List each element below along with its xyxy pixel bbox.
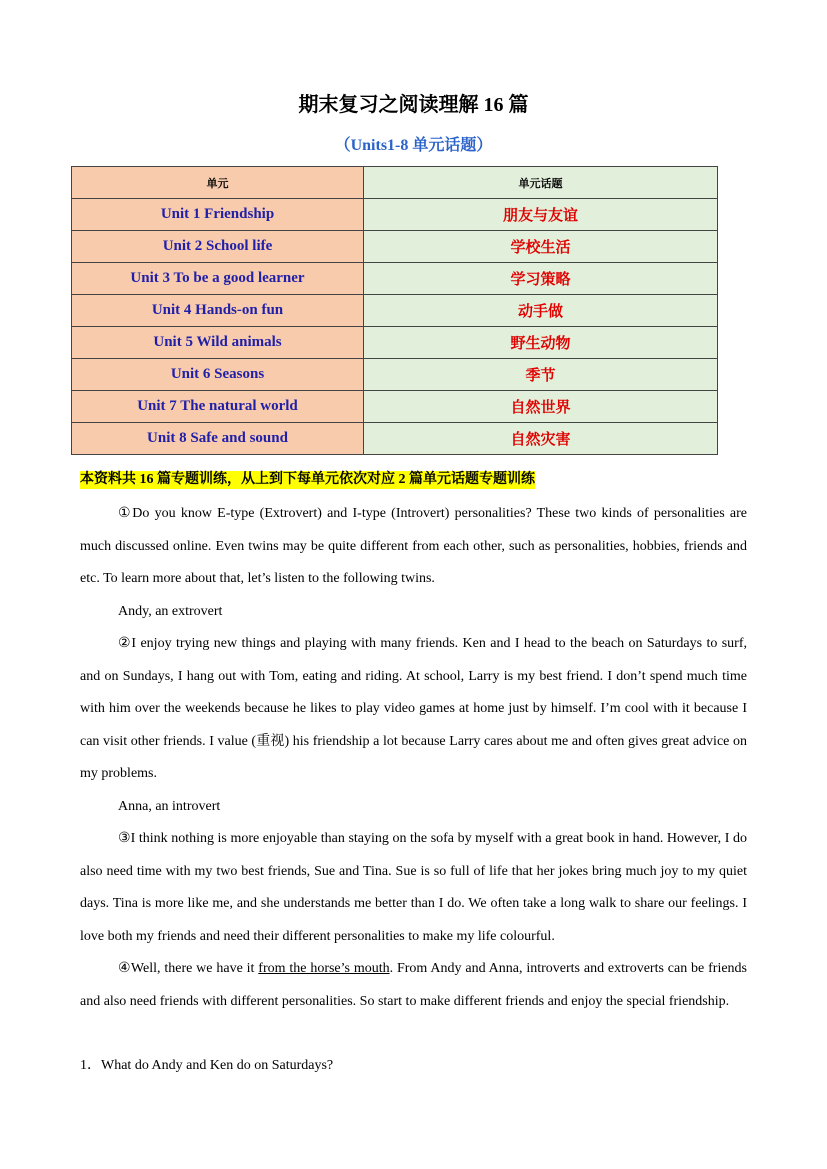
topic-cell: 学校生活 <box>364 231 718 263</box>
unit-cell: Unit 7 The natural world <box>72 391 364 423</box>
speaker-andy: Andy, an extrovert <box>118 604 223 619</box>
table-row <box>72 327 718 359</box>
document-subtitle: （Units1-8 单元话题） <box>334 137 493 154</box>
header-topic: 单元话题 <box>364 167 718 199</box>
unit-cell: Unit 2 School life <box>72 231 364 263</box>
unit-cell: Unit 6 Seasons <box>72 359 364 391</box>
question-1: 1．What do Andy and Ken do on Saturdays? <box>80 1058 334 1073</box>
paragraph-2: ②I enjoy trying new things and playing with many friends. Ken and I head to the beach on Saturdays to surf, and on Sundays, I hang out with Tom, eating and riding. At school, Larry is my best friend. I don’t spend much time with him over the weekends because he likes to play video games at home just by himself. I’m cool with it because I can visit other friends. I value (重视) his friendship a lot because Larry cares about me and often gives great advice on my problems. <box>80 636 747 781</box>
topic-cell: 自然世界 <box>364 391 718 423</box>
unit-topic-table <box>71 166 718 455</box>
header-unit: 单元 <box>72 167 364 199</box>
unit-cell: Unit 1 Friendship <box>72 199 364 231</box>
table-row <box>72 199 718 231</box>
topic-cell: 野生动物 <box>364 327 718 359</box>
paragraph-4 <box>80 953 747 1018</box>
topic-cell: 自然灾害 <box>364 423 718 455</box>
table-row <box>72 391 718 423</box>
p4-end: . From Andy and Anna, introverts and extroverts can be friends and also need friends with different personalities. So start to make different friends and enjoy the special friendship. <box>80 961 747 1009</box>
idiom-underlined: from the horse’s mouth <box>258 961 390 976</box>
unit-cell: Unit 5 Wild animals <box>72 327 364 359</box>
document-title: 期末复习之阅读理解 16 篇 <box>298 94 529 116</box>
unit-cell: Unit 8 Safe and sound <box>72 423 364 455</box>
topic-cell: 学习策略 <box>364 263 718 295</box>
topic-cell: 朋友与友谊 <box>364 199 718 231</box>
unit-cell: Unit 3 To be a good learner <box>72 263 364 295</box>
p4-start: ④Well, there we have it <box>118 961 259 976</box>
unit-cell: Unit 4 Hands-on fun <box>72 295 364 327</box>
table-row <box>72 263 718 295</box>
table-row <box>72 423 718 455</box>
topic-cell: 季节 <box>364 359 718 391</box>
paragraph-1: ①Do you know E-type (Extrovert) and I-type (Introvert) personalities? These two kinds of personalities are much discussed online. Even twins may be quite different from each other, such as personalities, hobbies, friends and etc. To learn more about that, let’s listen to the following twins. <box>80 506 747 586</box>
table-row <box>72 295 718 327</box>
topic-cell: 动手做 <box>364 295 718 327</box>
table-row <box>72 231 718 263</box>
table-row <box>72 359 718 391</box>
table-header-row <box>72 167 718 199</box>
speaker-anna: Anna, an introvert <box>118 799 221 814</box>
highlighted-note: 本资料共 16 篇专题训练，从上到下每单元依次对应 2 篇单元话题专题训练 <box>80 472 535 487</box>
paragraph-3: ③I think nothing is more enjoyable than staying on the sofa by myself with a great book in hand. However, I do also need time with my two best friends, Sue and Tina. Sue is so full of life that her jokes bring much joy to my quiet days. Tina is more like me, and she understands me better than I do. We often take a long walk to share our feelings. I love both my friends and need their different personalities to make my life colourful. <box>80 831 747 944</box>
